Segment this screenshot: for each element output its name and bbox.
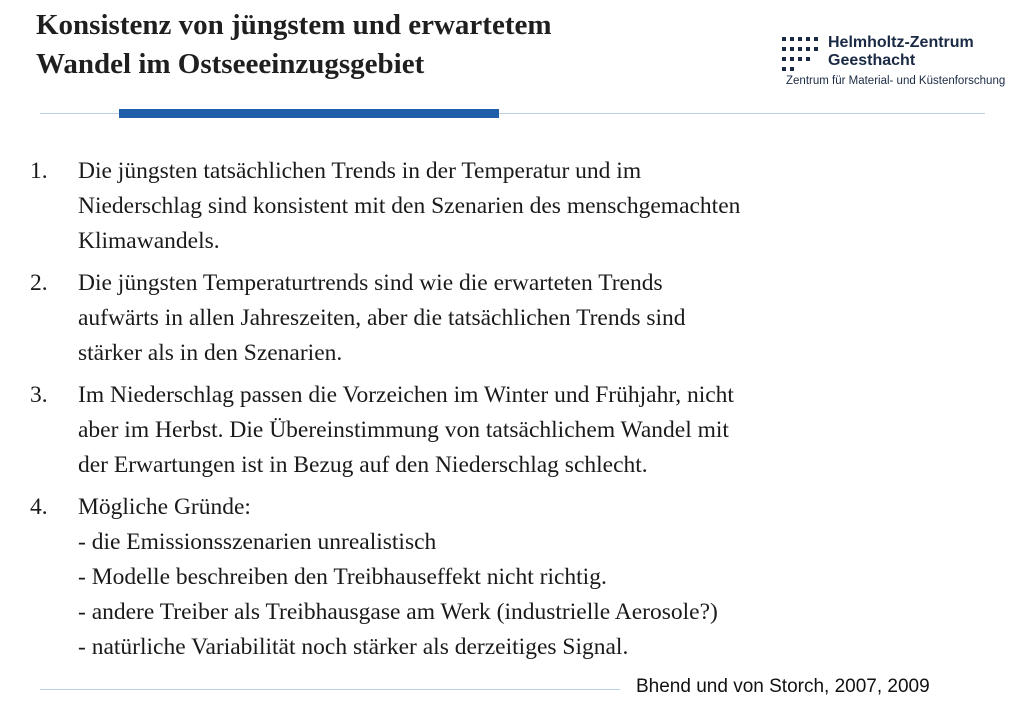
list-item-number: 2. xyxy=(30,270,48,296)
list-item-line: der Erwartungen ist in Bezug auf den Niederschlag schlecht. xyxy=(78,452,648,478)
list-item-line: Mögliche Gründe: xyxy=(78,494,251,520)
list-item xyxy=(30,490,1010,665)
list-item-line: aber im Herbst. Die Übereinstimmung von tatsächlichem Wandel mit xyxy=(78,417,729,443)
list-item-line: Die jüngsten tatsächlichen Trends in der Temperatur und im xyxy=(78,158,642,184)
logo-subtitle: Zentrum für Material- und Küstenforschung xyxy=(786,75,1006,87)
list-item-line: Im Niederschlag passen die Vorzeichen im Winter und Frühjahr, nicht xyxy=(78,382,734,408)
citation: Bhend und von Storch, 2007, 2009 xyxy=(636,676,930,697)
list-item-line: Die jüngsten Temperaturtrends sind wie die erwarteten Trends xyxy=(78,270,663,296)
footer-divider xyxy=(40,689,620,690)
list-item-line: aufwärts in allen Jahreszeiten, aber die tatsächlichen Trends sind xyxy=(78,305,686,331)
slide-title xyxy=(36,6,736,84)
list-item xyxy=(30,378,1010,483)
list-item-line: Niederschlag sind konsistent mit den Szenarien des menschgemachten xyxy=(78,193,741,219)
numbered-list xyxy=(30,154,1010,672)
list-item xyxy=(30,154,1010,259)
list-item-line: - andere Treiber als Treibhausgase am Werk (industrielle Aerosole?) xyxy=(78,599,718,625)
list-item-line: stärker als in den Szenarien. xyxy=(78,340,343,366)
logo-name xyxy=(828,34,974,70)
list-item-number: 4. xyxy=(30,494,48,520)
list-item-line: - die Emissionsszenarien unrealistisch xyxy=(78,529,437,555)
list-item-number: 3. xyxy=(30,382,48,408)
list-item-line: - Modelle beschreiben den Treibhauseffekt nicht richtig. xyxy=(78,564,607,590)
list-item-line: - natürliche Variabilität noch stärker als derzeitiges Signal. xyxy=(78,634,629,660)
list-item-line: Klimawandels. xyxy=(78,228,220,254)
helmholtz-logo xyxy=(782,34,1006,96)
logo-name-line-2: Geesthacht xyxy=(828,52,916,69)
slide-title-line-1: Konsistenz von jüngstem und erwartetem xyxy=(36,9,552,41)
header-accent-bar xyxy=(119,109,499,118)
logo-name-line-1: Helmholtz-Zentrum xyxy=(828,34,974,51)
slide-title-line-2: Wandel im Ostseeeinzugsgebiet xyxy=(36,48,425,80)
list-item xyxy=(30,266,1010,371)
list-item-number: 1. xyxy=(30,158,48,184)
helmholtz-dot-grid-icon xyxy=(782,37,818,71)
